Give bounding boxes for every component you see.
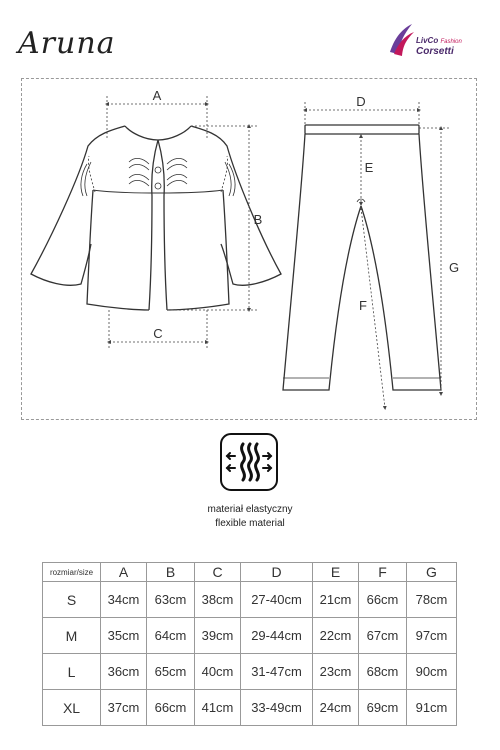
table-cell: 34cm <box>101 582 147 618</box>
size-table-header-row <box>43 563 457 582</box>
size-col-e: E <box>313 563 359 582</box>
table-cell: 90cm <box>407 654 457 690</box>
stretch-fabric-icon <box>219 432 279 492</box>
table-cell: 91cm <box>407 690 457 726</box>
table-cell: 39cm <box>195 618 241 654</box>
table-cell: 66cm <box>359 582 407 618</box>
table-cell: 68cm <box>359 654 407 690</box>
table-cell: 31-47cm <box>241 654 313 690</box>
table-cell: 27-40cm <box>241 582 313 618</box>
size-col-a: A <box>101 563 147 582</box>
table-cell: 78cm <box>407 582 457 618</box>
table-cell: 63cm <box>147 582 195 618</box>
table-cell: 29-44cm <box>241 618 313 654</box>
table-row <box>43 582 457 618</box>
table-cell: 97cm <box>407 618 457 654</box>
size-col-c: C <box>195 563 241 582</box>
size-col-f: F <box>359 563 407 582</box>
dim-label-g: G <box>448 260 460 275</box>
table-cell: 33-49cm <box>241 690 313 726</box>
table-cell: 37cm <box>101 690 147 726</box>
table-cell: 67cm <box>359 618 407 654</box>
brand-logo-line2: Corsetti <box>416 46 454 57</box>
size-label: XL <box>43 690 101 726</box>
material-label-pl: materiał elastyczny <box>207 504 293 515</box>
size-col-b: B <box>147 563 195 582</box>
table-cell: 36cm <box>101 654 147 690</box>
table-row <box>43 654 457 690</box>
table-cell: 41cm <box>195 690 241 726</box>
size-table-corner: rozmiar/size <box>43 563 101 582</box>
brand-logo-line1: LivCo Fashion <box>416 36 462 45</box>
size-label: S <box>43 582 101 618</box>
dim-label-d: D <box>356 94 366 109</box>
dim-label-a: A <box>152 88 162 103</box>
embroidery-detail <box>81 158 235 196</box>
table-cell: 35cm <box>101 618 147 654</box>
product-name: Aruna <box>18 26 116 61</box>
table-row <box>43 690 457 726</box>
table-cell: 24cm <box>313 690 359 726</box>
table-cell: 66cm <box>147 690 195 726</box>
dim-label-b: B <box>253 212 263 227</box>
trousers-drawing <box>283 125 441 390</box>
material-label-en: flexible material <box>215 518 285 529</box>
size-col-d: D <box>241 563 313 582</box>
table-row <box>43 618 457 654</box>
table-cell: 65cm <box>147 654 195 690</box>
size-label: M <box>43 618 101 654</box>
table-cell: 22cm <box>313 618 359 654</box>
table-cell: 38cm <box>195 582 241 618</box>
garment-diagram <box>21 78 477 420</box>
brand-logo-mark-icon <box>386 20 416 60</box>
jacket-drawing <box>31 126 281 310</box>
table-cell: 21cm <box>313 582 359 618</box>
table-cell: 64cm <box>147 618 195 654</box>
brand-logo <box>386 20 486 64</box>
size-table <box>42 562 457 726</box>
size-col-g: G <box>407 563 457 582</box>
table-cell: 23cm <box>313 654 359 690</box>
dim-label-c: C <box>153 326 163 341</box>
size-label: L <box>43 654 101 690</box>
dim-label-f: F <box>359 298 367 313</box>
table-cell: 69cm <box>359 690 407 726</box>
dim-label-e: E <box>364 160 374 175</box>
jacket-dimensions <box>107 96 259 350</box>
table-cell: 40cm <box>195 654 241 690</box>
